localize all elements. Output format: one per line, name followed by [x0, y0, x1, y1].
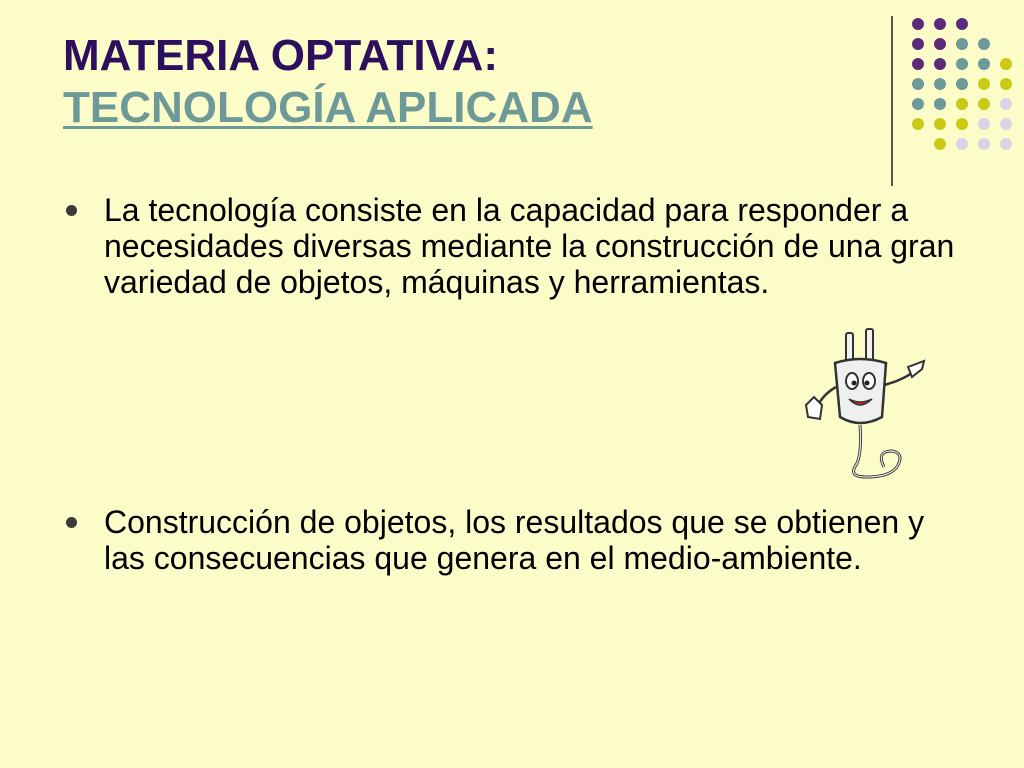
title-link[interactable]: TECNOLOGÍA APLICADA — [63, 83, 593, 132]
bullet-item — [66, 192, 964, 300]
bullet-text: Construcción de objetos, los resultados que se obtienen y las consecuencias que genera en el medio-ambiente. — [104, 504, 925, 576]
title-divider — [891, 16, 893, 186]
bullet-dot-icon — [66, 517, 77, 528]
slide-title — [63, 30, 593, 134]
decorative-dot-grid-icon — [900, 10, 1024, 170]
bullet-dot-icon — [66, 205, 77, 216]
bullet-text: La tecnología consiste en la capacidad para responder a necesidades diversas mediante la construcción de una gran variedad de objetos, máquinas y herramientas. — [104, 192, 955, 300]
title-line-1: MATERIA OPTATIVA: — [63, 31, 499, 80]
bullet-item — [66, 504, 964, 576]
cartoon-plug-icon — [800, 325, 930, 485]
